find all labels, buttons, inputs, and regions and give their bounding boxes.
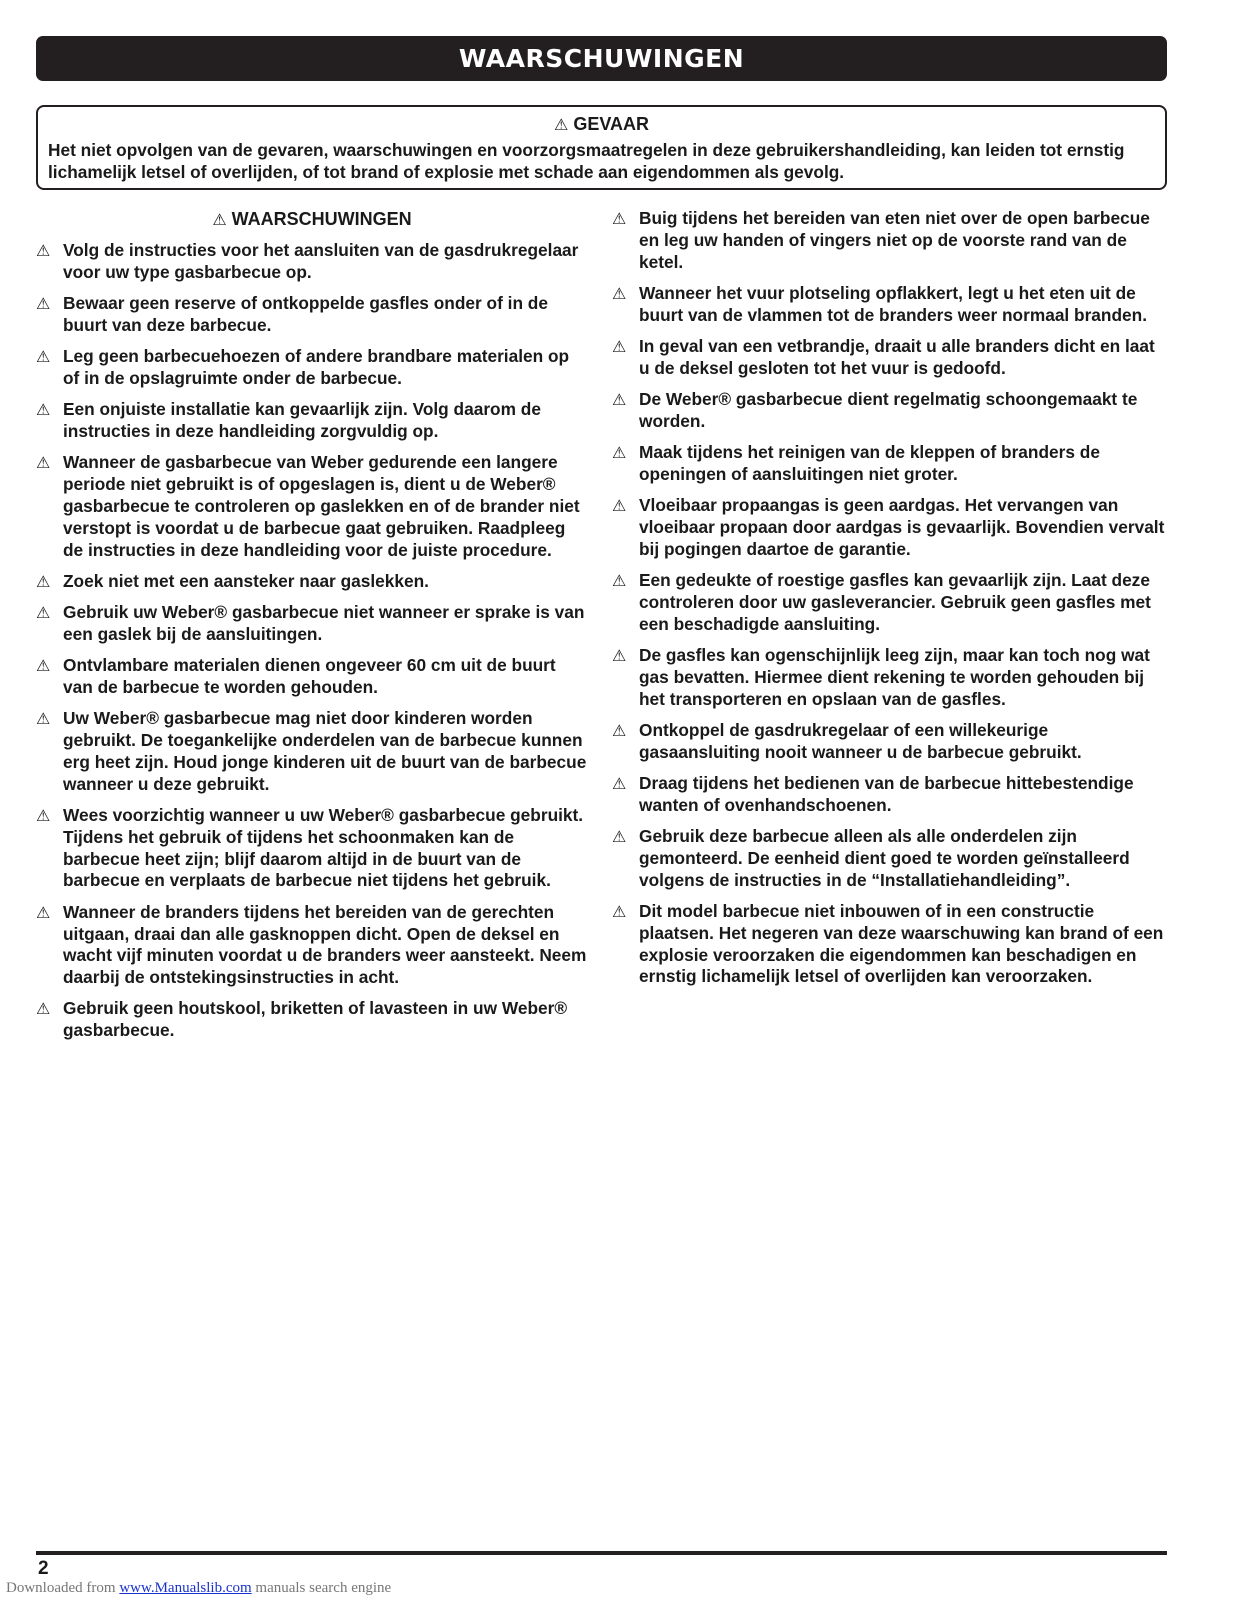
- warning-text: Gebruik deze barbecue alleen als alle onderdelen zijn gemonteerd. De eenheid dient goed te worden geïnstalleerd volgens de instructies in de “Installatiehandleiding”.: [639, 826, 1130, 890]
- warning-item: [36, 346, 588, 390]
- warning-text: Leg geen barbecuehoezen of andere brandbare materialen op of in de opslagruimte onder de barbecue.: [63, 346, 570, 388]
- warning-item: [612, 720, 1167, 764]
- warning-triangle-icon: ⚠: [612, 902, 627, 922]
- page-number: 2: [38, 1558, 49, 1579]
- warning-item: [612, 336, 1167, 380]
- warning-text: Uw Weber® gasbarbecue mag niet door kinderen worden gebruikt. De toegankelijke onderdelen van de barbecue kunnen erg heet zijn. Houd jonge kinderen uit de buurt van de barbecue wanneer u deze gebruikt.: [63, 708, 587, 794]
- warning-triangle-icon: ⚠: [612, 336, 627, 356]
- warning-triangle-icon: ⚠: [612, 443, 627, 463]
- warnings-left-list: [36, 240, 588, 1042]
- warning-item: [612, 570, 1167, 635]
- warning-text: Vloeibaar propaangas is geen aardgas. Het vervangen van vloeibaar propaan door aardgas is gevaarlijk. Bovendien vervalt bij pogingen daartoe de garantie.: [639, 495, 1165, 559]
- footer-prefix: Downloaded from: [6, 1580, 120, 1596]
- warnings-right-list: [612, 208, 1167, 988]
- warning-text: Buig tijdens het bereiden van eten niet over de open barbecue en leg uw handen of vingers niet op de voorste rand van de ketel.: [639, 208, 1150, 272]
- danger-box: [36, 105, 1167, 190]
- warning-triangle-icon: ⚠: [612, 496, 627, 516]
- warnings-heading-label: WAARSCHUWINGEN: [231, 209, 412, 229]
- warning-text: Volg de instructies voor het aansluiten van de gasdrukregelaar voor uw type gasbarbecue op.: [63, 240, 579, 282]
- warnings-right-column: [612, 208, 1167, 998]
- warning-text: Zoek niet met een aansteker naar gaslekken.: [63, 570, 429, 591]
- warning-text: Een onjuiste installatie kan gevaarlijk zijn. Volg daarom de instructies in deze handleiding zorgvuldig op.: [63, 399, 541, 442]
- warning-item: [36, 602, 588, 646]
- warning-triangle-icon: ⚠: [36, 347, 51, 367]
- danger-heading-label: GEVAAR: [573, 114, 650, 134]
- warnings-heading: [36, 208, 588, 231]
- warning-item: [36, 399, 588, 443]
- warning-triangle-icon: ⚠: [612, 646, 627, 666]
- danger-text: Het niet opvolgen van de gevaren, waarschuwingen en voorzorgsmaatregelen in deze gebruikershandleiding, kan leiden tot ernstig lichamelijk letsel of overlijden, of tot brand of explosie met schade aan eigendommen als gevolg.: [48, 140, 1125, 182]
- warning-text: Bewaar geen reserve of ontkoppelde gasfles onder of in de buurt van deze barbecue.: [63, 293, 548, 335]
- danger-heading: [48, 113, 1155, 136]
- warning-text: Wanneer de gasbarbecue van Weber gedurende een langere periode niet gebruikt is of opgeslagen is, dient u de Weber® gasbarbecue te controleren op gaslekken en of de brander niet verstopt is voordat u de barbecue gaat gebruiken. Raadpleeg de instructies in deze handleiding voor de juiste procedure.: [63, 452, 580, 560]
- warning-text: Dit model barbecue niet inbouwen of in een constructie plaatsen. Het negeren van deze waarschuwing kan brand of een explosie veroorzaken die eigendommen kan beschadigen en ernstig lichamelijk letsel of overlijden kan veroorzaken.: [639, 901, 1164, 987]
- warning-item: [612, 283, 1167, 327]
- warning-item: [36, 998, 588, 1042]
- warning-triangle-icon: ⚠: [36, 400, 51, 420]
- warning-triangle-icon: ⚠: [36, 902, 51, 922]
- warning-text: Ontvlambare materialen dienen ongeveer 60 cm uit de buurt van de barbecue te worden gehouden.: [63, 655, 556, 698]
- warning-triangle-icon: ⚠: [36, 241, 51, 260]
- warning-triangle-icon: ⚠: [612, 283, 627, 303]
- download-footer: [6, 1580, 391, 1597]
- warning-triangle-icon: ⚠: [612, 720, 627, 740]
- footer-suffix: manuals search engine: [251, 1580, 392, 1596]
- warning-text: De gasfles kan ogenschijnlijk leeg zijn, maar kan toch nog wat gas bevatten. Hiermee dient rekening te worden gehouden bij het transporteren en opslaan van de gasfles.: [639, 645, 1150, 709]
- warning-item: [612, 645, 1167, 710]
- warning-triangle-icon: ⚠: [36, 709, 51, 729]
- warning-text: Wanneer het vuur plotseling opflakkert, legt u het eten uit de buurt van de vlammen tot de branders weer normaal branden.: [639, 282, 1147, 325]
- warning-text: Gebruik uw Weber® gasbarbecue niet wanneer er sprake is van een gaslek bij de aansluitingen.: [63, 602, 585, 644]
- warning-triangle-icon: ⚠: [553, 115, 569, 134]
- manualslib-link[interactable]: www.Manualslib.com: [119, 1580, 252, 1596]
- warning-text: Wees voorzichtig wanneer u uw Weber® gasbarbecue gebruikt. Tijdens het gebruik of tijdens het schoonmaken kan de barbecue heet zijn; blijf daarom altijd in de buurt van de barbecue en verplaats de barbecue niet tijdens het gebruik.: [63, 805, 584, 891]
- warning-triangle-icon: ⚠: [36, 656, 51, 676]
- warning-item: [36, 708, 588, 795]
- warning-text: Ontkoppel de gasdrukregelaar of een willekeurige gasaansluiting nooit wanneer u de barbecue gebruikt.: [639, 719, 1082, 762]
- warning-item: [36, 240, 588, 284]
- warning-text: Maak tijdens het reinigen van de kleppen of branders de openingen of aansluitingen niet groter.: [639, 442, 1100, 484]
- warning-triangle-icon: ⚠: [612, 209, 627, 228]
- warning-item: [36, 571, 588, 593]
- warning-item: [612, 208, 1167, 273]
- warning-item: [612, 901, 1167, 988]
- warning-item: [612, 826, 1167, 891]
- warning-text: De Weber® gasbarbecue dient regelmatig schoongemaakt te worden.: [639, 389, 1138, 431]
- warning-triangle-icon: ⚠: [612, 827, 627, 847]
- bottom-rule: [36, 1551, 1167, 1555]
- warning-item: [36, 452, 588, 561]
- warning-item: [36, 293, 588, 337]
- warning-text: Gebruik geen houtskool, briketten of lavasteen in uw Weber® gasbarbecue.: [63, 998, 568, 1041]
- warning-triangle-icon: ⚠: [36, 806, 51, 826]
- warning-text: In geval van een vetbrandje, draait u alle branders dicht en laat u de deksel gesloten tot het vuur is gedoofd.: [639, 335, 1155, 378]
- warning-text: Een gedeukte of roestige gasfles kan gevaarlijk zijn. Laat deze controleren door uw gasleverancier. Gebruik geen gasfles met een beschadigde aansluiting.: [639, 570, 1151, 634]
- warning-item: [36, 655, 588, 699]
- warning-triangle-icon: ⚠: [36, 294, 51, 314]
- warning-item: [612, 495, 1167, 560]
- warnings-left-column: [36, 208, 588, 1052]
- warning-triangle-icon: ⚠: [36, 603, 51, 623]
- warning-triangle-icon: ⚠: [612, 571, 627, 591]
- warning-item: [612, 442, 1167, 486]
- page-title: WAARSCHUWINGEN: [458, 44, 745, 73]
- warning-item: [612, 389, 1167, 433]
- warning-triangle-icon: ⚠: [36, 999, 51, 1019]
- section-title-bar: [36, 36, 1167, 81]
- warning-triangle-icon: ⚠: [612, 774, 627, 794]
- warning-text: Draag tijdens het bedienen van de barbecue hittebestendige wanten of ovenhandschoenen.: [639, 773, 1134, 815]
- warning-triangle-icon: ⚠: [212, 210, 227, 229]
- warning-triangle-icon: ⚠: [36, 571, 51, 591]
- warning-triangle-icon: ⚠: [612, 390, 627, 410]
- warning-triangle-icon: ⚠: [36, 453, 51, 473]
- warning-item: [36, 805, 588, 892]
- warning-item: [36, 902, 588, 989]
- warning-item: [612, 773, 1167, 817]
- warning-text: Wanneer de branders tijdens het bereiden van de gerechten uitgaan, draai dan alle gasknoppen dicht. Open de deksel en wacht vijf minuten voordat u de branders weer aansteekt. Neem daarbij de ontstekingsinstructies in acht.: [63, 901, 587, 988]
